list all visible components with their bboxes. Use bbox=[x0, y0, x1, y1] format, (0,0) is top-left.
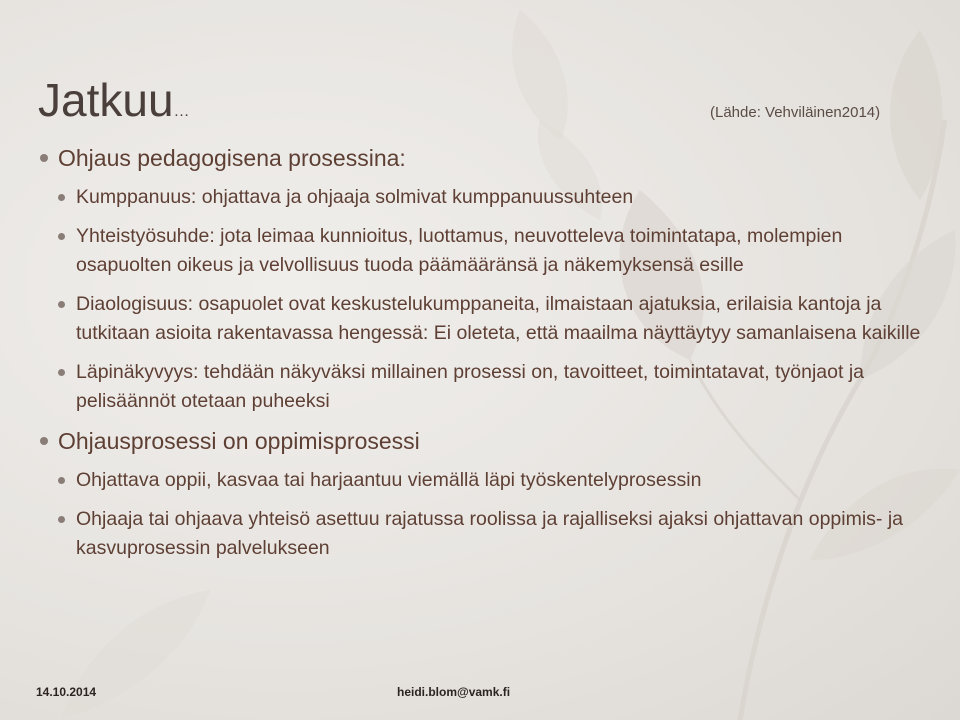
list-item bbox=[38, 222, 928, 280]
bullet-icon bbox=[58, 369, 65, 376]
list-item-text: Diaologisuus: osapuolet ovat keskustelukumppaneita, ilmaistaan ajatuksia, erilaisia kantoja ja tutkitaan asioita rakentavassa hengessä: Ei oleteta, että maailma näyttäytyy samanlaisena kaikille bbox=[76, 293, 921, 344]
bullet-icon bbox=[58, 477, 65, 484]
list-item-text: Yhteistyösuhde: jota leimaa kunnioitus, luottamus, neuvotteleva toimintatapa, molempien osapuolten oikeus ja velvollisuus tuoda päämääränsä ja näkemyksensä esille bbox=[76, 225, 843, 276]
bullet-icon bbox=[58, 233, 65, 240]
footer-date: 14.10.2014 bbox=[36, 685, 97, 699]
list-item bbox=[38, 358, 928, 416]
title-text: Jatkuu bbox=[38, 74, 174, 126]
list-item bbox=[38, 426, 928, 456]
list-item bbox=[38, 143, 928, 173]
list-item-text: Ohjaus pedagogisena prosessina: bbox=[58, 145, 406, 171]
list-item bbox=[38, 290, 928, 348]
page-title bbox=[38, 74, 190, 138]
bullet-icon bbox=[58, 516, 65, 523]
list-item-text: Ohjausprosessi on oppimisprosessi bbox=[58, 428, 420, 454]
list-item bbox=[38, 505, 928, 563]
footer-email: heidi.blom@vamk.fi bbox=[397, 685, 511, 699]
list-item-text: Kumppanuus: ohjattava ja ohjaaja solmivat kumppanuussuhteen bbox=[76, 186, 634, 208]
list-item-text: Ohjattava oppii, kasvaa tai harjaantuu viemällä läpi työskentelyprosessin bbox=[76, 469, 702, 491]
bullet-icon bbox=[40, 437, 48, 445]
list-item bbox=[38, 466, 928, 495]
source-citation: (Lähde: Vehviläinen2014) bbox=[710, 104, 881, 121]
bullet-list bbox=[38, 143, 928, 573]
list-item-text: Läpinäkyvyys: tehdään näkyväksi millainen prosessi on, tavoitteet, toimintatavat, työnjaot ja pelisäännöt otetaan puheeksi bbox=[76, 361, 865, 412]
bullet-icon bbox=[58, 301, 65, 308]
list-item-text: Ohjaaja tai ohjaava yhteisö asettuu rajatussa roolissa ja rajalliseksi ajaksi ohjattavan oppimis- ja kasvuprosessin palvelukseen bbox=[76, 508, 904, 559]
bullet-icon bbox=[40, 154, 48, 162]
bullet-icon bbox=[58, 194, 65, 201]
list-item bbox=[38, 183, 928, 212]
title-suffix: … bbox=[173, 103, 190, 120]
